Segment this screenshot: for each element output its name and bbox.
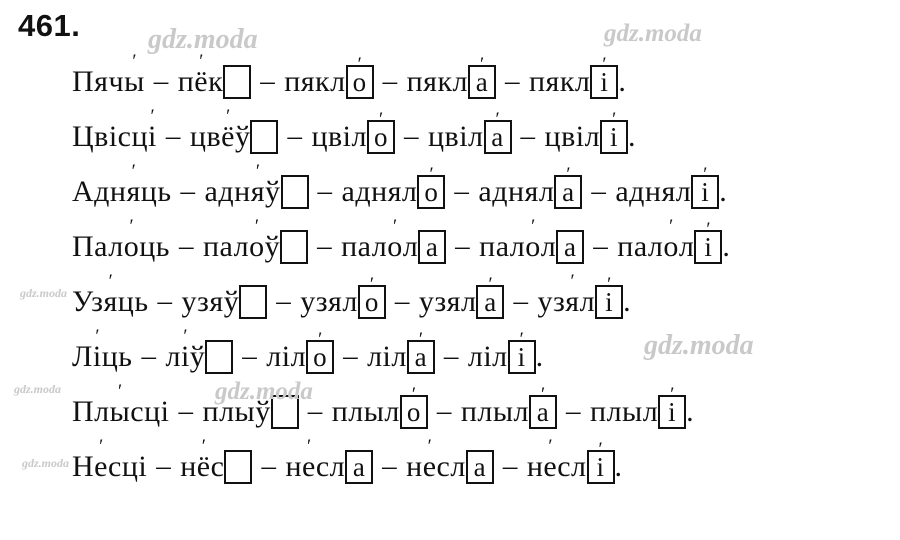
boxed-letter[interactable] bbox=[595, 285, 623, 319]
word-prefix: н bbox=[180, 449, 197, 483]
period: . bbox=[614, 449, 623, 483]
word-suffix: л bbox=[678, 229, 695, 263]
word-prefix: н bbox=[526, 449, 544, 483]
word-prefix: аднял bbox=[478, 174, 555, 208]
word-prefix: уз bbox=[537, 284, 566, 318]
word-prefix: пякл bbox=[284, 64, 346, 98]
watermark: gdz.moda bbox=[215, 378, 313, 405]
box-letter-text: а ′ bbox=[491, 122, 503, 152]
word-prefix: Л bbox=[72, 339, 93, 373]
dash-separator: – bbox=[317, 175, 333, 207]
empty-answer-box[interactable] bbox=[250, 120, 278, 154]
exercise-line bbox=[72, 384, 872, 439]
period: . bbox=[722, 229, 731, 263]
word-fragment bbox=[72, 230, 170, 264]
exercise-line bbox=[72, 54, 872, 109]
dash-separator: – bbox=[156, 450, 172, 482]
word-fragment bbox=[190, 120, 251, 154]
word-fragment bbox=[72, 450, 147, 484]
word-fragment bbox=[468, 340, 508, 374]
word-prefix: пал bbox=[479, 229, 526, 263]
accented-letter: ё ′ bbox=[221, 120, 235, 154]
dash-separator: – bbox=[520, 120, 536, 152]
word-fragment bbox=[311, 120, 367, 154]
empty-answer-box[interactable] bbox=[280, 230, 308, 264]
accented-letter: е ′ bbox=[543, 450, 557, 484]
dash-separator: – bbox=[242, 340, 258, 372]
word-prefix: цвіл bbox=[427, 119, 484, 153]
empty-answer-box[interactable] bbox=[224, 450, 252, 484]
box-letter-text: а bbox=[564, 231, 577, 262]
accented-letter: о ′ bbox=[124, 230, 140, 264]
dash-separator: – bbox=[261, 450, 277, 482]
word-fragment bbox=[478, 175, 554, 209]
accented-letter: ы ′ bbox=[124, 65, 145, 99]
word-fragment bbox=[615, 175, 691, 209]
word-prefix: Пяч bbox=[72, 64, 125, 98]
exercise-lines bbox=[72, 54, 872, 494]
word-prefix: Адн bbox=[72, 174, 127, 208]
word-fragment bbox=[72, 395, 170, 429]
word-fragment bbox=[178, 65, 223, 99]
word-prefix: ліл bbox=[467, 339, 508, 373]
dash-separator: – bbox=[513, 285, 529, 317]
dash-separator: – bbox=[165, 120, 181, 152]
empty-answer-box[interactable] bbox=[205, 340, 233, 374]
word-prefix: цвіл bbox=[544, 119, 601, 153]
accented-letter: ё ′ bbox=[194, 65, 208, 99]
accented-letter: е ′ bbox=[302, 450, 316, 484]
boxed-letter[interactable] bbox=[346, 65, 374, 99]
box-letter-text: о ′ bbox=[424, 177, 438, 207]
word-fragment bbox=[461, 395, 529, 429]
boxed-letter[interactable] bbox=[590, 65, 618, 99]
boxed-letter[interactable] bbox=[476, 285, 504, 319]
word-prefix: цвіл bbox=[311, 119, 367, 153]
word-fragment bbox=[72, 285, 149, 319]
accented-letter: і ′ bbox=[148, 120, 157, 154]
dash-separator: – bbox=[287, 120, 303, 152]
word-fragment bbox=[285, 450, 345, 484]
exercise-line bbox=[72, 109, 872, 164]
word-fragment bbox=[203, 230, 280, 264]
word-prefix: н bbox=[285, 449, 302, 483]
dash-separator: – bbox=[178, 230, 194, 262]
word-fragment bbox=[203, 395, 271, 429]
word-prefix: л bbox=[165, 339, 181, 373]
exercise-line bbox=[72, 274, 872, 329]
word-suffix: ць bbox=[140, 174, 172, 208]
word-prefix: пякл bbox=[529, 64, 591, 98]
word-prefix: пал bbox=[202, 229, 250, 263]
exercise-line bbox=[72, 329, 872, 384]
dash-separator: – bbox=[343, 340, 359, 372]
word-fragment bbox=[284, 65, 345, 99]
boxed-letter[interactable] bbox=[466, 450, 494, 484]
word-suffix: ць bbox=[101, 339, 133, 373]
word-prefix: Пл bbox=[72, 394, 110, 428]
word-suffix: сці bbox=[130, 394, 170, 428]
watermark: gdz.moda bbox=[604, 20, 702, 47]
boxed-letter[interactable] bbox=[400, 395, 428, 429]
word-fragment bbox=[165, 340, 205, 374]
dash-separator: – bbox=[454, 175, 470, 207]
word-fragment bbox=[479, 230, 556, 264]
word-prefix: ліл bbox=[367, 339, 407, 373]
boxed-letter[interactable] bbox=[694, 230, 722, 264]
watermark: gdz.moda bbox=[14, 382, 62, 396]
word-fragment bbox=[182, 285, 240, 319]
box-letter-text: і ′ bbox=[600, 67, 608, 97]
exercise-number: 461. bbox=[18, 8, 81, 43]
word-prefix: плыл bbox=[460, 394, 530, 428]
period: . bbox=[618, 64, 627, 98]
accented-letter: о ′ bbox=[525, 230, 541, 264]
word-suffix: ў bbox=[264, 229, 281, 263]
word-suffix: сл bbox=[315, 449, 346, 483]
empty-answer-box[interactable] bbox=[281, 175, 309, 209]
word-fragment bbox=[428, 120, 484, 154]
word-suffix: к bbox=[208, 64, 224, 98]
dash-separator: – bbox=[276, 285, 292, 317]
box-letter-text: а ′ bbox=[537, 397, 549, 427]
dash-separator: – bbox=[403, 120, 419, 152]
box-letter-text: і ′ bbox=[701, 177, 709, 207]
word-suffix: ў bbox=[234, 119, 251, 153]
accented-letter: і ′ bbox=[93, 340, 102, 374]
period: . bbox=[719, 174, 728, 208]
dash-separator: – bbox=[591, 175, 607, 207]
word-suffix: с bbox=[210, 449, 225, 483]
word-suffix: ў bbox=[265, 174, 281, 208]
accented-letter: я ′ bbox=[565, 285, 579, 319]
period: . bbox=[623, 284, 632, 318]
boxed-letter[interactable] bbox=[484, 120, 512, 154]
dash-separator: – bbox=[382, 450, 398, 482]
word-prefix: ліл bbox=[266, 339, 307, 373]
box-letter-text: а ′ bbox=[562, 177, 574, 207]
dash-separator: – bbox=[157, 285, 173, 317]
word-fragment bbox=[419, 285, 477, 319]
word-prefix: пал bbox=[341, 229, 388, 263]
exercise-line bbox=[72, 219, 872, 274]
dash-separator: – bbox=[593, 230, 609, 262]
word-prefix: пал bbox=[617, 229, 664, 263]
dash-separator: – bbox=[317, 230, 333, 262]
word-prefix: Пал bbox=[72, 229, 124, 263]
word-suffix: л bbox=[579, 284, 596, 318]
accented-letter: е ′ bbox=[423, 450, 437, 484]
word-suffix: л bbox=[402, 229, 419, 263]
dash-separator: – bbox=[566, 395, 582, 427]
dash-separator: – bbox=[180, 175, 196, 207]
empty-answer-box[interactable] bbox=[223, 65, 251, 99]
word-fragment bbox=[590, 395, 658, 429]
word-suffix: ў bbox=[223, 284, 240, 318]
dash-separator: – bbox=[436, 395, 452, 427]
box-letter-text: о ′ bbox=[353, 67, 367, 97]
exercise-line bbox=[72, 164, 872, 219]
box-letter-text: а bbox=[425, 231, 439, 262]
boxed-letter[interactable] bbox=[508, 340, 536, 374]
boxed-letter[interactable] bbox=[658, 395, 686, 429]
box-letter-text: о ′ bbox=[407, 397, 421, 427]
accented-letter: о ′ bbox=[387, 230, 403, 264]
word-prefix: узял bbox=[300, 284, 358, 318]
word-prefix: плыў bbox=[202, 394, 271, 428]
word-prefix: адн bbox=[204, 174, 251, 208]
accented-letter: о ′ bbox=[249, 230, 265, 264]
accented-letter: ё ′ bbox=[197, 450, 211, 484]
accented-letter: я ′ bbox=[103, 285, 117, 319]
word-fragment bbox=[617, 230, 694, 264]
dash-separator: – bbox=[502, 450, 518, 482]
word-fragment bbox=[72, 340, 132, 374]
boxed-letter[interactable] bbox=[367, 120, 395, 154]
word-prefix: пякл bbox=[406, 64, 468, 98]
dash-separator: – bbox=[153, 65, 169, 97]
word-fragment bbox=[332, 395, 400, 429]
word-fragment bbox=[72, 175, 172, 209]
accented-letter: і ′ bbox=[181, 340, 190, 374]
period: . bbox=[535, 339, 544, 373]
word-fragment bbox=[406, 450, 466, 484]
dash-separator: – bbox=[394, 285, 410, 317]
word-fragment bbox=[205, 175, 281, 209]
word-prefix: н bbox=[406, 449, 423, 483]
boxed-letter[interactable] bbox=[358, 285, 386, 319]
word-fragment bbox=[529, 65, 590, 99]
word-suffix: ць bbox=[117, 284, 149, 318]
dash-separator: – bbox=[178, 395, 194, 427]
box-letter-text: о ′ bbox=[374, 122, 388, 152]
accented-letter: ы ′ bbox=[110, 395, 131, 429]
word-fragment bbox=[342, 175, 418, 209]
word-prefix: Цвісц bbox=[72, 119, 149, 153]
word-prefix: узя bbox=[181, 284, 224, 318]
box-letter-text: а bbox=[473, 451, 487, 482]
exercise-line bbox=[72, 439, 872, 494]
watermark: gdz.moda bbox=[20, 286, 68, 300]
dash-separator: – bbox=[382, 65, 398, 97]
accented-letter: я ′ bbox=[251, 175, 265, 209]
box-letter-text: а ′ bbox=[484, 287, 496, 317]
boxed-letter[interactable] bbox=[407, 340, 435, 374]
word-suffix: ў bbox=[189, 339, 206, 373]
word-prefix: плыл bbox=[331, 394, 400, 428]
watermark: gdz.moda bbox=[148, 24, 258, 55]
box-letter-text: о ′ bbox=[365, 287, 379, 317]
empty-answer-box[interactable] bbox=[271, 395, 299, 429]
box-letter-text: а ′ bbox=[415, 342, 427, 372]
word-fragment bbox=[72, 120, 157, 154]
word-suffix: сл bbox=[557, 449, 587, 483]
word-fragment bbox=[407, 65, 468, 99]
word-fragment bbox=[72, 65, 145, 99]
accented-letter: е ′ bbox=[94, 450, 108, 484]
word-prefix: аднял bbox=[615, 174, 692, 208]
boxed-letter[interactable] bbox=[345, 450, 373, 484]
word-suffix: сл bbox=[436, 449, 466, 483]
boxed-letter[interactable] bbox=[556, 230, 584, 264]
box-letter-text: і ′ bbox=[668, 397, 676, 427]
word-fragment bbox=[367, 340, 407, 374]
box-letter-text: і ′ bbox=[518, 342, 526, 372]
word-suffix: л bbox=[540, 229, 557, 263]
boxed-letter[interactable] bbox=[691, 175, 719, 209]
accented-letter: я ′ bbox=[126, 175, 140, 209]
dash-separator: – bbox=[455, 230, 471, 262]
word-prefix: плыл bbox=[590, 394, 659, 428]
boxed-letter[interactable] bbox=[529, 395, 557, 429]
boxed-letter[interactable] bbox=[417, 175, 445, 209]
box-letter-text: і ′ bbox=[596, 452, 604, 482]
word-fragment bbox=[266, 340, 306, 374]
word-prefix: аднял bbox=[341, 174, 418, 208]
word-suffix: сці bbox=[108, 449, 148, 483]
watermark: gdz.moda bbox=[22, 456, 70, 470]
word-suffix: ць bbox=[139, 229, 170, 263]
dash-separator: – bbox=[307, 395, 323, 427]
box-letter-text: і ′ bbox=[605, 287, 613, 317]
boxed-letter[interactable] bbox=[468, 65, 496, 99]
word-fragment bbox=[300, 285, 358, 319]
boxed-letter[interactable] bbox=[306, 340, 334, 374]
dash-separator: – bbox=[260, 65, 276, 97]
accented-letter: о ′ bbox=[663, 230, 679, 264]
word-fragment bbox=[527, 450, 587, 484]
watermark: gdz.moda bbox=[644, 330, 754, 361]
dash-separator: – bbox=[505, 65, 520, 97]
word-fragment bbox=[545, 120, 601, 154]
word-prefix: цв bbox=[189, 119, 222, 153]
boxed-letter[interactable] bbox=[600, 120, 628, 154]
word-prefix: узял bbox=[418, 284, 477, 318]
box-letter-text: о ′ bbox=[313, 342, 327, 372]
word-prefix: Н bbox=[72, 449, 95, 483]
box-letter-text: а ′ bbox=[476, 67, 488, 97]
box-letter-text: і ′ bbox=[704, 232, 712, 262]
word-fragment bbox=[180, 450, 224, 484]
boxed-letter[interactable] bbox=[587, 450, 615, 484]
dash-separator: – bbox=[443, 340, 459, 372]
period: . bbox=[686, 394, 695, 428]
boxed-letter[interactable] bbox=[418, 230, 446, 264]
word-prefix: Уз bbox=[72, 284, 104, 318]
dash-separator: – bbox=[141, 340, 157, 372]
word-prefix: п bbox=[177, 64, 195, 98]
boxed-letter[interactable] bbox=[554, 175, 582, 209]
box-letter-text: а bbox=[352, 451, 366, 482]
box-letter-text: і ′ bbox=[610, 122, 618, 152]
period: . bbox=[628, 119, 637, 153]
empty-answer-box[interactable] bbox=[239, 285, 267, 319]
word-fragment bbox=[537, 285, 595, 319]
word-fragment bbox=[341, 230, 418, 264]
